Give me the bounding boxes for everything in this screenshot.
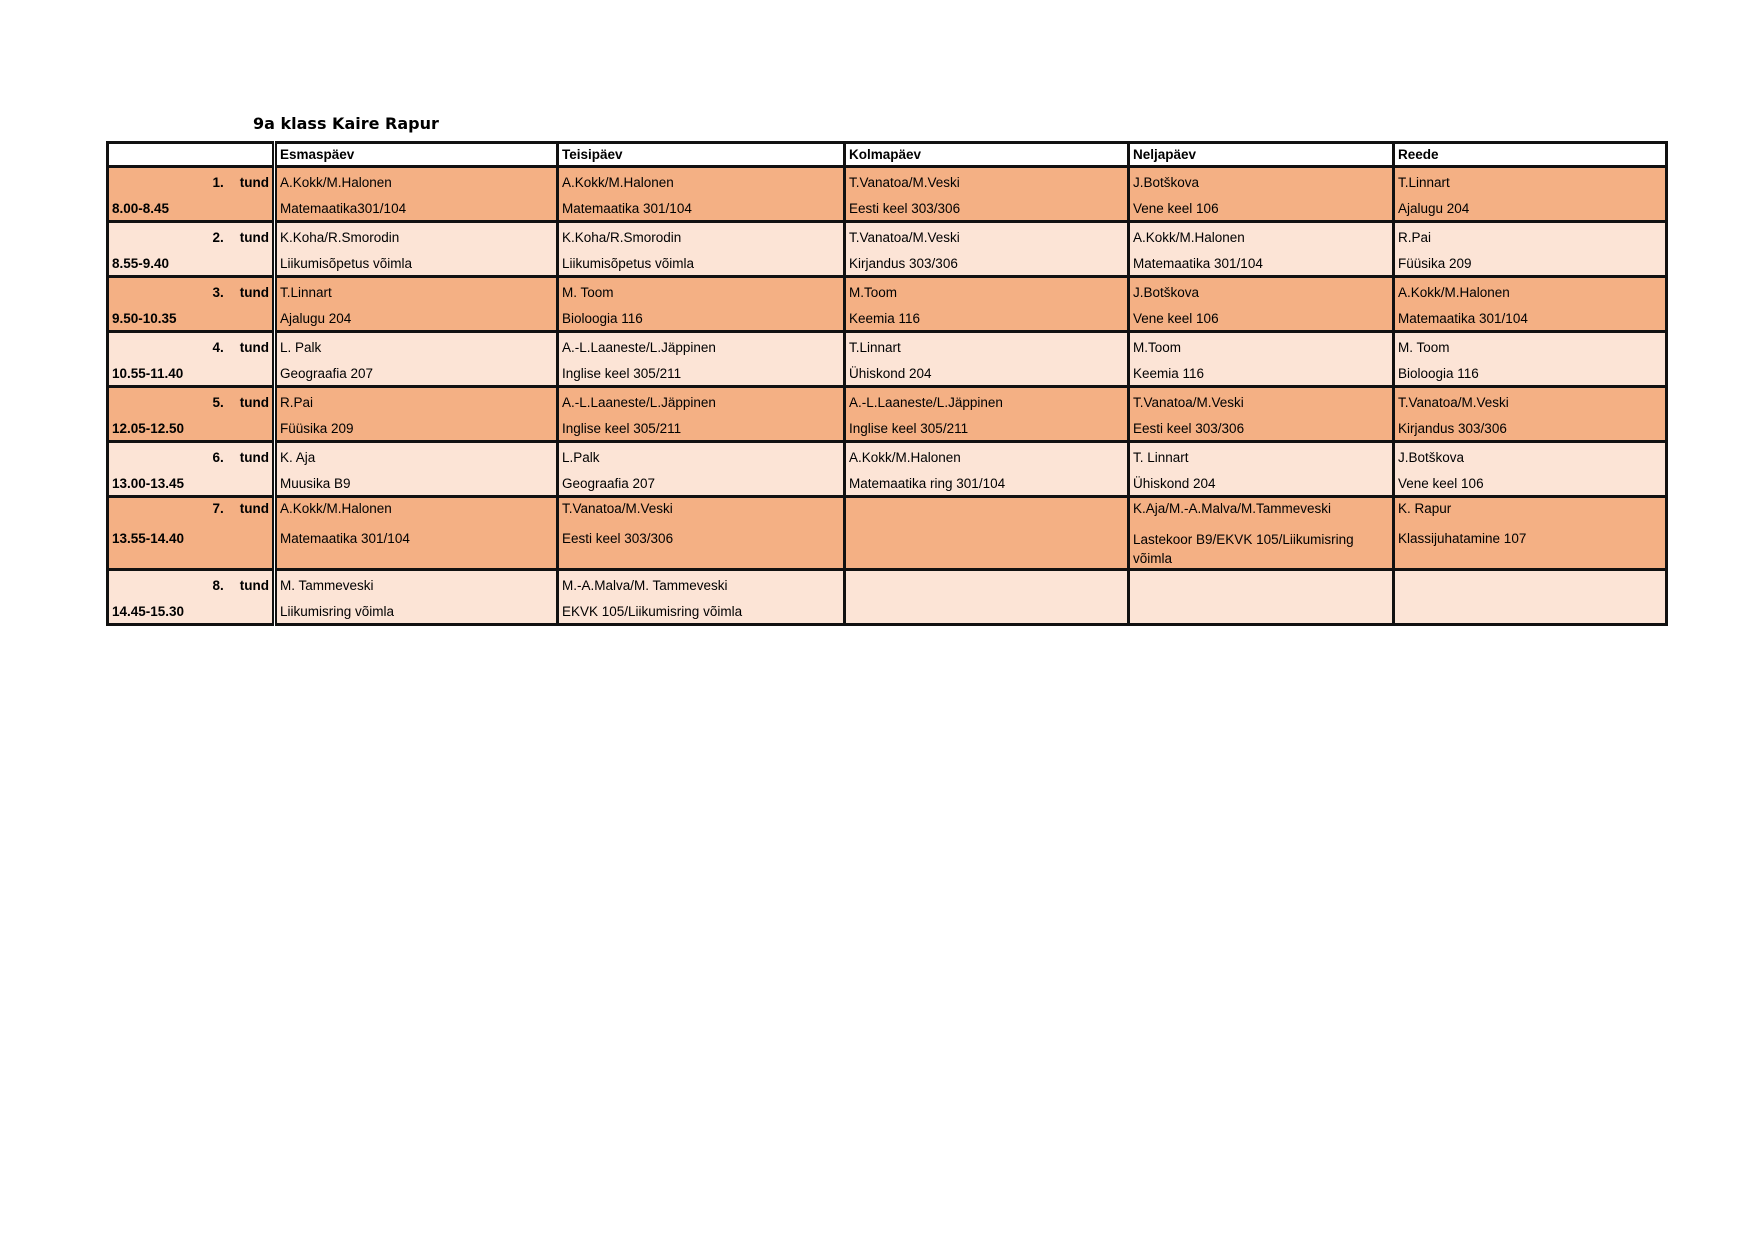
subject-room: Eesti keel 303/306: [1133, 421, 1245, 436]
teacher-name: K.Aja/M.-A.Malva/M.Tammeveski: [1133, 501, 1332, 516]
teacher-name: [849, 498, 1124, 518]
teacher-name: M. Toom: [562, 285, 614, 300]
table-row: [108, 497, 1667, 570]
lesson-slot: [558, 387, 845, 442]
day-header: Teisipäev: [558, 143, 845, 167]
subject-room: Matemaatika 301/104: [280, 531, 410, 546]
day-header: Reede: [1394, 143, 1667, 167]
teacher-name: A.-L.Laaneste/L.Jäppinen: [849, 395, 1003, 410]
subject-room: Inglise keel 305/211: [562, 421, 682, 436]
subject-room: Matemaatika 301/104: [1398, 311, 1528, 326]
lesson-number: 5.: [212, 395, 224, 410]
table-row: [108, 442, 1667, 497]
teacher-name: A.Kokk/M.Halonen: [562, 175, 674, 190]
subject-room: Vene keel 106: [1133, 201, 1219, 216]
lesson-slot: [558, 442, 845, 497]
lesson-word: tund: [239, 450, 269, 465]
teacher-name: T.Linnart: [849, 340, 901, 355]
lesson-slot: [1129, 167, 1394, 222]
lesson-slot: [1394, 277, 1667, 332]
table-row: [108, 332, 1667, 387]
teacher-name: T.Vanatoa/M.Veski: [849, 230, 960, 245]
lesson-word: tund: [239, 285, 269, 300]
subject-room: Liikumisõpetus võimla: [562, 256, 695, 271]
table-row: [108, 277, 1667, 332]
lesson-slot: [845, 332, 1129, 387]
lesson-slot: [845, 167, 1129, 222]
lesson-time: 14.45-15.30: [112, 604, 185, 619]
subject-room: Eesti keel 303/306: [562, 531, 674, 546]
lesson-slot: [275, 332, 558, 387]
subject-room: Bioloogia 116: [1398, 366, 1479, 381]
subject-room: Matemaatika ring 301/104: [849, 476, 1006, 491]
teacher-name: A.-L.Laaneste/L.Jäppinen: [562, 395, 716, 410]
subject-room: Keemia 116: [1133, 366, 1205, 381]
subject-room: Füüsika 209: [1398, 256, 1472, 271]
lesson-number: 1.: [212, 175, 224, 190]
subject-room: Bioloogia 116: [562, 311, 643, 326]
day-header: Neljapäev: [1129, 143, 1394, 167]
lesson-slot: [845, 497, 1129, 570]
teacher-name: M. Tammeveski: [280, 578, 374, 593]
header-row: [108, 143, 1667, 167]
subject-room: Inglise keel 305/211: [849, 421, 969, 436]
subject-room: Ühiskond 204: [849, 366, 932, 381]
table-row: [108, 167, 1667, 222]
subject-room: Geograafia 207: [280, 366, 374, 381]
lesson-slot: [1129, 570, 1394, 625]
lesson-number: 6.: [212, 450, 224, 465]
teacher-name: T. Linnart: [1133, 450, 1189, 465]
lesson-word: tund: [239, 395, 269, 410]
teacher-name: T.Vanatoa/M.Veski: [1398, 395, 1509, 410]
subject-room: Kirjandus 303/306: [1398, 421, 1507, 436]
subject-room: Ajalugu 204: [1398, 201, 1470, 216]
lesson-cell: [108, 332, 275, 387]
subject-room: Liikumisõpetus võimla: [280, 256, 413, 271]
lesson-word: tund: [239, 340, 269, 355]
lesson-cell: [108, 497, 275, 570]
subject-room: Inglise keel 305/211: [562, 366, 682, 381]
lesson-number: 8.: [212, 578, 224, 593]
teacher-name: M.-A.Malva/M. Tammeveski: [562, 578, 728, 593]
lesson-slot: [275, 387, 558, 442]
corner-cell: [108, 143, 275, 167]
teacher-name: T.Vanatoa/M.Veski: [562, 501, 673, 516]
teacher-name: A.-L.Laaneste/L.Jäppinen: [562, 340, 716, 355]
lesson-slot: [1129, 222, 1394, 277]
lesson-slot: [1129, 497, 1394, 570]
lesson-time: 13.00-13.45: [112, 476, 185, 491]
subject-room: Keemia 116: [849, 311, 921, 326]
lesson-number: 7.: [212, 501, 224, 516]
lesson-slot: [275, 442, 558, 497]
lesson-cell: [108, 167, 275, 222]
day-header: Kolmapäev: [845, 143, 1129, 167]
teacher-name: A.Kokk/M.Halonen: [849, 450, 961, 465]
lesson-slot: [558, 570, 845, 625]
lesson-slot: [1394, 332, 1667, 387]
lesson-slot: [845, 277, 1129, 332]
subject-room: Matemaatika301/104: [280, 201, 407, 216]
teacher-name: A.Kokk/M.Halonen: [280, 175, 392, 190]
timetable: [106, 141, 1668, 626]
teacher-name: T.Vanatoa/M.Veski: [1133, 395, 1244, 410]
lesson-slot: [275, 277, 558, 332]
teacher-name: R.Pai: [280, 395, 314, 410]
table-row: [108, 570, 1667, 625]
lesson-slot: [845, 570, 1129, 625]
lesson-slot: [1394, 497, 1667, 570]
lesson-slot: [275, 570, 558, 625]
subject-room: Lastekoor B9/EKVK 105/Liikumisring võimla: [1133, 532, 1354, 566]
subject-room: Geograafia 207: [562, 476, 656, 491]
lesson-time: 12.05-12.50: [112, 421, 185, 436]
lesson-slot: [275, 222, 558, 277]
subject-room: Ühiskond 204: [1133, 476, 1216, 491]
subject-room: Kirjandus 303/306: [849, 256, 958, 271]
teacher-name: M.Toom: [849, 285, 898, 300]
lesson-slot: [1394, 222, 1667, 277]
lesson-slot: [558, 497, 845, 570]
subject-room: Eesti keel 303/306: [849, 201, 961, 216]
lesson-slot: [1129, 277, 1394, 332]
lesson-slot: [558, 277, 845, 332]
teacher-name: L. Palk: [280, 340, 322, 355]
teacher-name: K. Rapur: [1398, 501, 1452, 516]
subject-room: Matemaatika 301/104: [562, 201, 692, 216]
teacher-name: J.Botškova: [1133, 175, 1200, 190]
subject-room: Vene keel 106: [1133, 311, 1219, 326]
subject-room: Liikumisring võimla: [280, 604, 395, 619]
lesson-time: 8.55-9.40: [112, 256, 170, 271]
lesson-number: 4.: [212, 340, 224, 355]
teacher-name: L.Palk: [562, 450, 600, 465]
lesson-slot: [845, 387, 1129, 442]
lesson-cell: [108, 222, 275, 277]
teacher-name: A.Kokk/M.Halonen: [1398, 285, 1510, 300]
lesson-slot: [1129, 442, 1394, 497]
lesson-slot: [1394, 442, 1667, 497]
teacher-name: [849, 571, 1124, 595]
page-title: 9a klass Kaire Rapur: [253, 114, 439, 133]
teacher-name: T.Linnart: [280, 285, 332, 300]
subject-room: Vene keel 106: [1398, 476, 1484, 491]
teacher-name: J.Botškova: [1133, 285, 1200, 300]
lesson-slot: [1129, 332, 1394, 387]
subject-room: EKVK 105/Liikumisring võimla: [562, 604, 743, 619]
subject-room: Klassijuhatamine 107: [1398, 531, 1527, 546]
lesson-number: 2.: [212, 230, 224, 245]
lesson-time: 9.50-10.35: [112, 311, 177, 326]
teacher-name: A.Kokk/M.Halonen: [280, 501, 392, 516]
lesson-word: tund: [239, 230, 269, 245]
lesson-slot: [275, 167, 558, 222]
lesson-slot: [845, 222, 1129, 277]
teacher-name: K.Koha/R.Smorodin: [280, 230, 400, 245]
lesson-cell: [108, 277, 275, 332]
teacher-name: M.Toom: [1133, 340, 1182, 355]
teacher-name: K. Aja: [280, 450, 316, 465]
subject-room: Füüsika 209: [280, 421, 354, 436]
lesson-slot: [845, 442, 1129, 497]
lesson-cell: [108, 387, 275, 442]
lesson-slot: [558, 167, 845, 222]
lesson-slot: [1394, 167, 1667, 222]
day-header: Esmaspäev: [275, 143, 558, 167]
teacher-name: M. Toom: [1398, 340, 1450, 355]
teacher-name: R.Pai: [1398, 230, 1432, 245]
teacher-name: J.Botškova: [1398, 450, 1465, 465]
lesson-slot: [275, 497, 558, 570]
lesson-slot: [558, 222, 845, 277]
teacher-name: A.Kokk/M.Halonen: [1133, 230, 1245, 245]
lesson-word: tund: [239, 501, 269, 516]
lesson-time: 8.00-8.45: [112, 201, 170, 216]
table-row: [108, 222, 1667, 277]
subject-room: Ajalugu 204: [280, 311, 352, 326]
lesson-slot: [1394, 570, 1667, 625]
lesson-cell: [108, 442, 275, 497]
table-row: [108, 387, 1667, 442]
subject-room: Muusika B9: [280, 476, 351, 491]
lesson-time: 13.55-14.40: [112, 531, 185, 546]
teacher-name: [1398, 571, 1662, 595]
teacher-name: K.Koha/R.Smorodin: [562, 230, 682, 245]
lesson-time: 10.55-11.40: [112, 366, 184, 381]
teacher-name: T.Linnart: [1398, 175, 1450, 190]
lesson-slot: [1394, 387, 1667, 442]
lesson-cell: [108, 570, 275, 625]
subject-room: Matemaatika 301/104: [1133, 256, 1263, 271]
lesson-slot: [558, 332, 845, 387]
lesson-word: tund: [239, 578, 269, 593]
lesson-word: tund: [239, 175, 269, 190]
lesson-slot: [1129, 387, 1394, 442]
lesson-number: 3.: [212, 285, 224, 300]
teacher-name: [1133, 571, 1389, 595]
teacher-name: T.Vanatoa/M.Veski: [849, 175, 960, 190]
